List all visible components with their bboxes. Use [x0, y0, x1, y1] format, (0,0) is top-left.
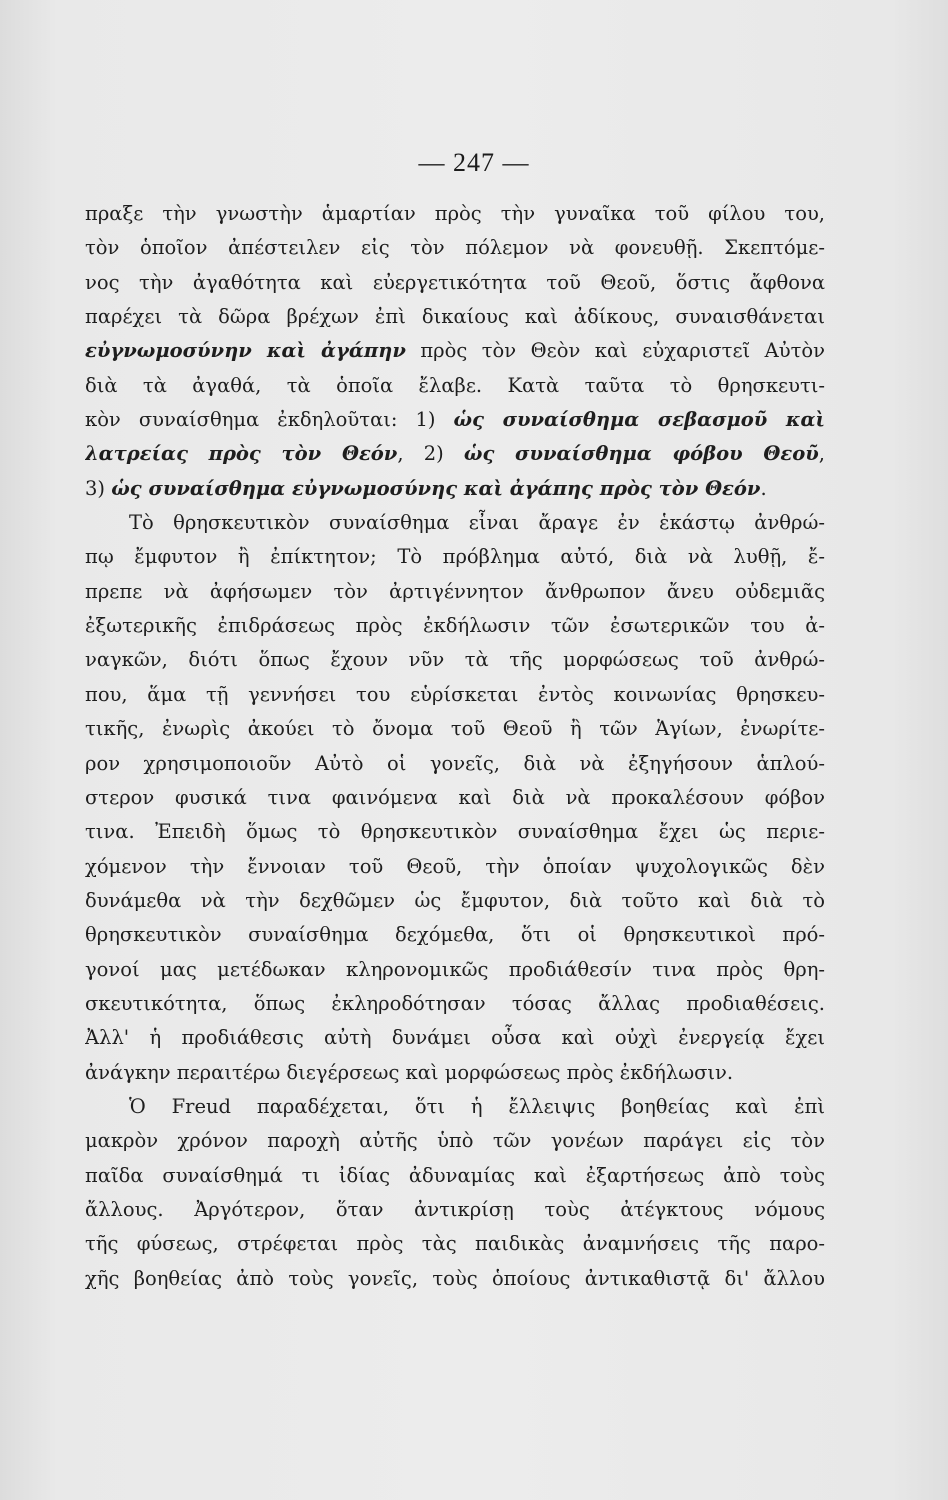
- text-line: [85, 1056, 825, 1090]
- text-run: που, ἅμα τῇ γεννήσει του εὑρίσκεται ἐντὸς κοινωνίας θρησκευ-: [85, 682, 825, 706]
- text-run: πῳ ἔμφυτον ἢ ἐπίκτητον; Τὸ πρόβλημα αὐτό, διὰ νὰ λυθῇ, ἔ-: [85, 545, 825, 569]
- text-line: [85, 575, 825, 609]
- text-run: τινα. Ἐπειδὴ ὅμως τὸ θρησκευτικὸν συναίσθημα ἔχει ὡς περιε-: [85, 820, 825, 844]
- emphasized-text: λατρείας πρὸς τὸν Θεόν: [85, 442, 398, 466]
- text-line: [85, 678, 825, 712]
- text-run: 3): [85, 476, 112, 500]
- text-run: , 2): [397, 442, 464, 466]
- text-line: [85, 231, 825, 265]
- text-run: δυνάμεθα νὰ τὴν δεχθῶμεν ὡς ἔμφυτον, διὰ τοῦτο καὶ διὰ τὸ: [85, 888, 825, 912]
- text-line: [85, 1227, 825, 1261]
- text-run: θρησκευτικὸν συναίσθημα δεχόμεθα, ὅτι οἱ θρησκευτικοὶ πρό-: [85, 923, 825, 947]
- text-line: [85, 815, 825, 849]
- text-line: [85, 987, 825, 1021]
- text-line: [85, 197, 825, 231]
- text-run: νος τὴν ἀγαθότητα καὶ εὐεργετικότητα τοῦ Θεοῦ, ὅστις ἄφθονα: [85, 270, 825, 294]
- text-line: [85, 850, 825, 884]
- text-run: ἐξωτερικῆς ἐπιδράσεως πρὸς ἐκδήλωσιν τῶν ἐσωτερικῶν του ἀ-: [85, 614, 825, 638]
- text-run: .: [760, 476, 767, 500]
- emphasized-text: εὐγνωμοσύνην καὶ ἀγάπην: [85, 339, 406, 363]
- text-line: [85, 1193, 825, 1227]
- text-run: ἄλλους. Ἀργότερον, ὅταν ἀντικρίσῃ τοὺς ἀτέγκτους νόμους: [85, 1197, 825, 1221]
- emphasized-text: ὡς συναίσθημα φόβου Θεοῦ: [463, 442, 819, 466]
- emphasized-text: ὡς συναίσθημα εὐγνωμοσύνης καὶ ἀγάπης πρὸς τὸν Θεόν: [111, 476, 761, 500]
- text-line: [85, 781, 825, 815]
- text-run: Ὁ Freud παραδέχεται, ὅτι ἡ ἔλλειψις βοηθείας καὶ ἐπὶ: [129, 1094, 825, 1118]
- page-number: — 247 —: [418, 148, 530, 177]
- text-line: [85, 437, 825, 471]
- text-run: πραξε τὴν γνωστὴν ἁμαρτίαν πρὸς τὴν γυναῖκα τοῦ φίλου του,: [85, 202, 825, 225]
- text-run: τὸν ὁποῖον ἀπέστειλεν εἰς τὸν πόλεμον νὰ φονευθῇ. Σκεπτόμε-: [85, 236, 825, 260]
- text-run: σκευτικότητα, ὅπως ἐκληροδότησαν τόσας ἄλλας προδιαθέσεις.: [85, 991, 825, 1015]
- text-run: ἀνάγκην περαιτέρω διεγέρσεως καὶ μορφώσεως πρὸς ἐκδήλωσιν.: [85, 1060, 734, 1084]
- text-line: [85, 403, 825, 437]
- text-run: ,: [818, 442, 825, 466]
- text-line: [85, 300, 825, 334]
- text-line: [85, 884, 825, 918]
- emphasized-text: ὡς συναίσθημα σεβασμοῦ καὶ: [453, 408, 825, 432]
- text-line: [85, 540, 825, 574]
- text-run: μακρὸν χρόνον παροχὴ αὐτῆς ὑπὸ τῶν γονέων παράγει εἰς τὸν: [85, 1129, 825, 1153]
- text-run: χῆς βοηθείας ἀπὸ τοὺς γονεῖς, τοὺς ὁποίους ἀντικαθιστᾷ δι' ἄλλου: [85, 1266, 825, 1290]
- text-line: [85, 747, 825, 781]
- text-run: πρὸς τὸν Θεὸν καὶ εὐχαριστεῖ Αὐτὸν: [405, 339, 825, 363]
- text-line: [85, 1159, 825, 1193]
- text-line: [85, 953, 825, 987]
- text-run: γονοί μας μετέδωκαν κληρονομικῶς προδιάθεσίν τινα πρὸς θρη-: [85, 957, 825, 981]
- text-line: [85, 643, 825, 677]
- text-line: [85, 1021, 825, 1055]
- body-text: [85, 197, 825, 1296]
- text-line: [85, 609, 825, 643]
- text-run: Τὸ θρησκευτικὸν συναίσθημα εἶναι ἄραγε ἐν ἑκάστῳ ἀνθρώ-: [129, 511, 825, 535]
- text-run: τῆς φύσεως, στρέφεται πρὸς τὰς παιδικὰς ἀναμνήσεις τῆς παρο-: [85, 1232, 825, 1256]
- text-run: χόμενον τὴν ἔννοιαν τοῦ Θεοῦ, τὴν ὁποίαν ψυχολογικῶς δὲν: [85, 854, 825, 878]
- text-run: τικῆς, ἐνωρὶς ἀκούει τὸ ὄνομα τοῦ Θεοῦ ἢ τῶν Ἁγίων, ἐνωρίτε-: [85, 717, 825, 741]
- text-run: ρον χρησιμοποιοῦν Αὐτὸ οἱ γονεῖς, διὰ νὰ ἐξηγήσουν ἁπλού-: [85, 751, 825, 775]
- text-run: παῖδα συναίσθημά τι ἰδίας ἀδυναμίας καὶ ἐξαρτήσεως ἀπὸ τοὺς: [85, 1163, 825, 1187]
- text-line: [85, 472, 825, 506]
- text-line: [85, 1262, 825, 1296]
- text-line: [85, 918, 825, 952]
- text-line: [85, 369, 825, 403]
- text-line: [85, 506, 825, 540]
- text-line: [85, 266, 825, 300]
- text-run: παρέχει τὰ δῶρα βρέχων ἐπὶ δικαίους καὶ ἀδίκους, συναισθάνεται: [85, 305, 825, 329]
- text-run: πρεπε νὰ ἀφήσωμεν τὸν ἀρτιγέννητον ἄνθρωπον ἄνευ οὐδεμιᾶς: [85, 579, 825, 603]
- text-line: [85, 1090, 825, 1124]
- text-run: ναγκῶν, διότι ὅπως ἔχουν νῦν τὰ τῆς μορφώσεως τοῦ ἀνθρώ-: [85, 648, 825, 672]
- text-line: [85, 334, 825, 368]
- text-line: [85, 1124, 825, 1158]
- text-line: [85, 712, 825, 746]
- text-run: στερον φυσικά τινα φαινόμενα καὶ διὰ νὰ προκαλέσουν φόβον: [85, 785, 825, 809]
- text-run: κὸν συναίσθημα ἐκδηλοῦται: 1): [85, 408, 454, 432]
- text-run: διὰ τὰ ἀγαθά, τὰ ὁποῖα ἔλαβε. Κατὰ ταῦτα τὸ θρησκευτι-: [85, 373, 825, 397]
- text-run: Ἀλλ' ἡ προδιάθεσις αὐτὴ δυνάμει οὖσα καὶ οὐχὶ ἐνεργείᾳ ἔχει: [85, 1026, 825, 1050]
